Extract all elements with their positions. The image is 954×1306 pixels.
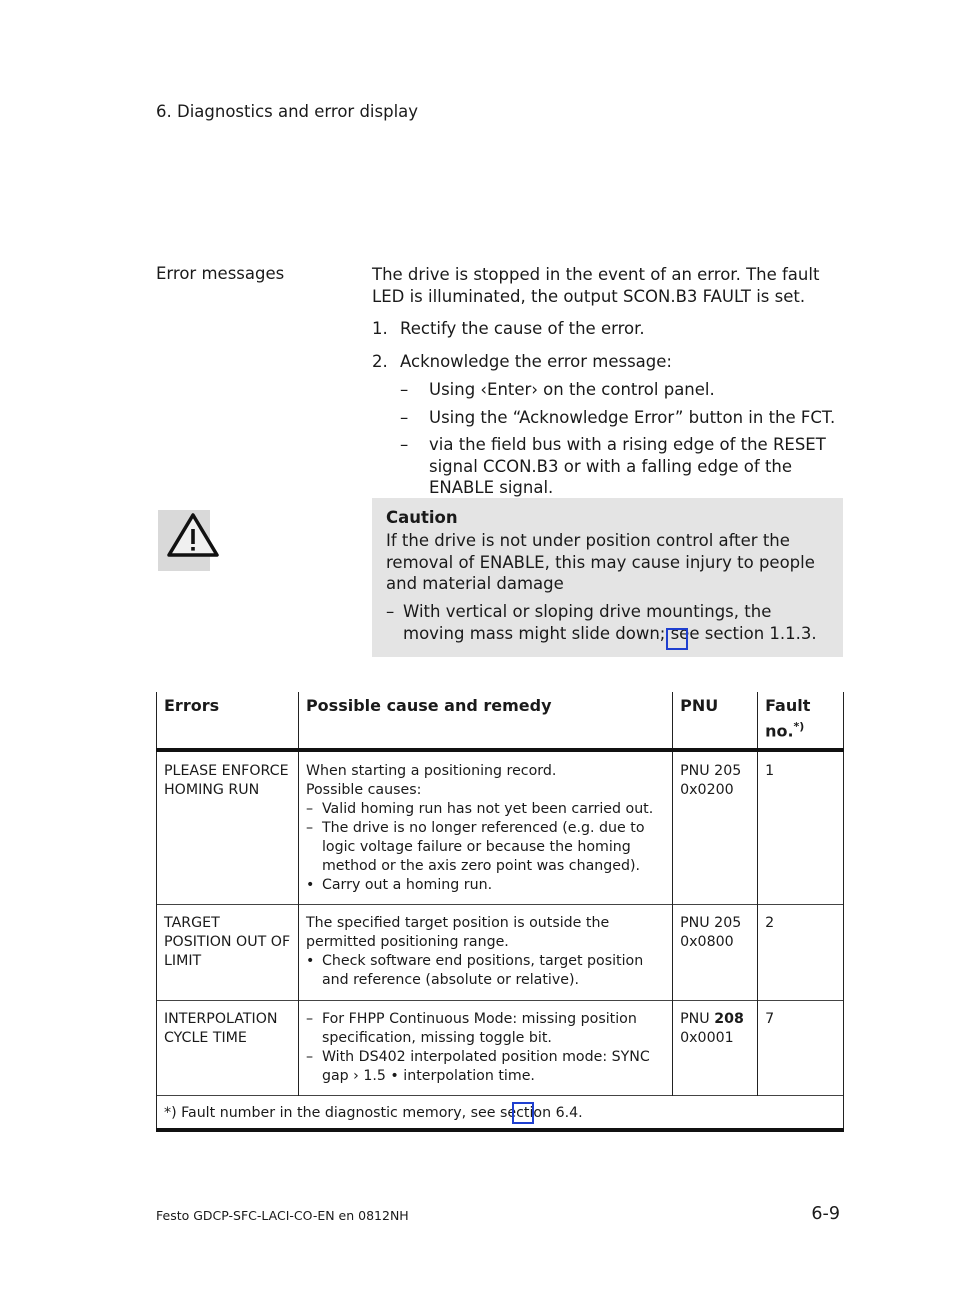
list-marker: – (305, 1049, 314, 1065)
substep-text: via the field bus with a rising edge of the RESET signal CCON.B3 or with a falling edge of the ENABLE signal. (429, 435, 826, 497)
column-header-cause: Possible cause and remedy (298, 692, 672, 750)
table-header-row (157, 692, 844, 750)
step-1 (372, 319, 645, 338)
column-header-pnu: PNU (673, 692, 758, 750)
caution-body: If the drive is not under position control after the removal of ENABLE, this may cause injury to people and material damage (386, 531, 815, 593)
section-link-box[interactable] (666, 628, 688, 650)
error-name: INTERPOLATION CYCLE TIME (157, 1001, 299, 1096)
column-header-errors: Errors (157, 692, 299, 750)
pnu-hex: 0x0200 (680, 782, 734, 798)
pnu-cell (673, 905, 758, 1001)
step-2 (372, 352, 672, 371)
table-row (157, 1001, 844, 1096)
dash-marker: – (400, 435, 409, 454)
fault-number: 7 (758, 1001, 844, 1096)
page-header: 6. Diagnostics and error display (156, 102, 419, 121)
warning-icon (158, 510, 210, 571)
section-label: Error messages (156, 264, 285, 283)
pnu-cell (673, 750, 758, 905)
list-item-text: For FHPP Continuous Mode: missing position specification, missing toggle bit. (321, 1011, 637, 1046)
substep-text: Using the “Acknowledge Error” button in the FCT. (429, 408, 836, 427)
fault-header-text: Fault no. (765, 696, 811, 741)
pnu-hex: 0x0001 (680, 1030, 734, 1046)
pnu-label-line (680, 1010, 750, 1029)
list-item (306, 1010, 665, 1048)
caution-title: Caution (386, 508, 458, 527)
list-marker: – (305, 801, 314, 817)
cause-line: When starting a positioning record. (305, 763, 557, 779)
step-text: Acknowledge the error message: (400, 352, 672, 371)
pnu-cell (673, 1001, 758, 1096)
cause-line: The specified target position is outside the permitted positioning range. (305, 915, 610, 950)
pnu-hex: 0x0800 (680, 934, 734, 950)
substep-1 (400, 379, 844, 401)
list-marker: – (305, 1011, 314, 1027)
dash-marker: – (400, 408, 409, 427)
list-item (306, 1048, 665, 1086)
list-item-text: The drive is no longer referenced (e.g. due to logic voltage failure or because the homing method or the axis zero point was changed). (321, 820, 645, 874)
substep-3 (400, 434, 844, 499)
list-item-text: Check software end positions, target position and reference (absolute or relative). (321, 953, 644, 988)
caution-bullet-text: With vertical or sloping drive mountings, the moving mass might slide down; see section 1.1.3. (403, 602, 817, 643)
footer-doc-id: Festo GDCP-SFC-LACI-CO-EN en 0812NH (156, 1208, 409, 1223)
footnote-marker: *) (793, 720, 805, 733)
substep-text: Using ‹Enter› on the control panel. (429, 380, 715, 399)
substep-2 (400, 407, 844, 429)
list-item-text: Valid homing run has not yet been carried out. (321, 801, 654, 817)
step-number: 2. (372, 352, 388, 371)
step-text: Rectify the cause of the error. (400, 319, 645, 338)
error-name: TARGET POSITION OUT OF LIMIT (157, 905, 299, 1001)
intro-paragraph: The drive is stopped in the event of an error. The fault LED is illuminated, the output SCON.B3 FAULT is set. (372, 265, 820, 306)
pnu-label: PNU (680, 1011, 710, 1027)
list-item-text: With DS402 interpolated position mode: SYNC gap › 1.5 • interpolation time. (321, 1049, 650, 1084)
error-table (156, 692, 844, 1132)
list-marker: • (305, 877, 315, 893)
list-item (306, 952, 665, 990)
list-item-text: Carry out a homing run. (321, 877, 493, 893)
section-link-box[interactable] (512, 1102, 534, 1124)
table-footnote-row (157, 1096, 844, 1131)
page-number: 6-9 (811, 1204, 840, 1224)
dash-marker: – (400, 380, 409, 399)
table-footnote (157, 1096, 844, 1131)
list-marker: • (305, 953, 315, 969)
step-number: 1. (372, 319, 388, 338)
caution-bullet (386, 601, 831, 644)
fault-number: 2 (758, 905, 844, 1001)
dash-marker: – (386, 602, 395, 621)
list-marker: – (305, 820, 314, 836)
footnote-text: *) Fault number in the diagnostic memory, see section 6.4. (164, 1105, 583, 1121)
column-header-fault (758, 692, 844, 750)
caution-box (372, 498, 843, 657)
pnu-label: PNU 205 (680, 763, 742, 779)
fault-number: 1 (758, 750, 844, 905)
cause-line: Possible causes: (305, 782, 422, 798)
pnu-label: PNU 205 (680, 915, 742, 931)
table-row (157, 905, 844, 1001)
pnu-number: 208 (714, 1011, 744, 1027)
list-item (306, 819, 665, 876)
list-item (306, 800, 665, 819)
list-item (306, 876, 665, 895)
cause-cell (298, 750, 672, 905)
table-row (157, 750, 844, 905)
error-name: PLEASE ENFORCE HOMING RUN (157, 750, 299, 905)
cause-cell (298, 905, 672, 1001)
cause-cell (298, 1001, 672, 1096)
